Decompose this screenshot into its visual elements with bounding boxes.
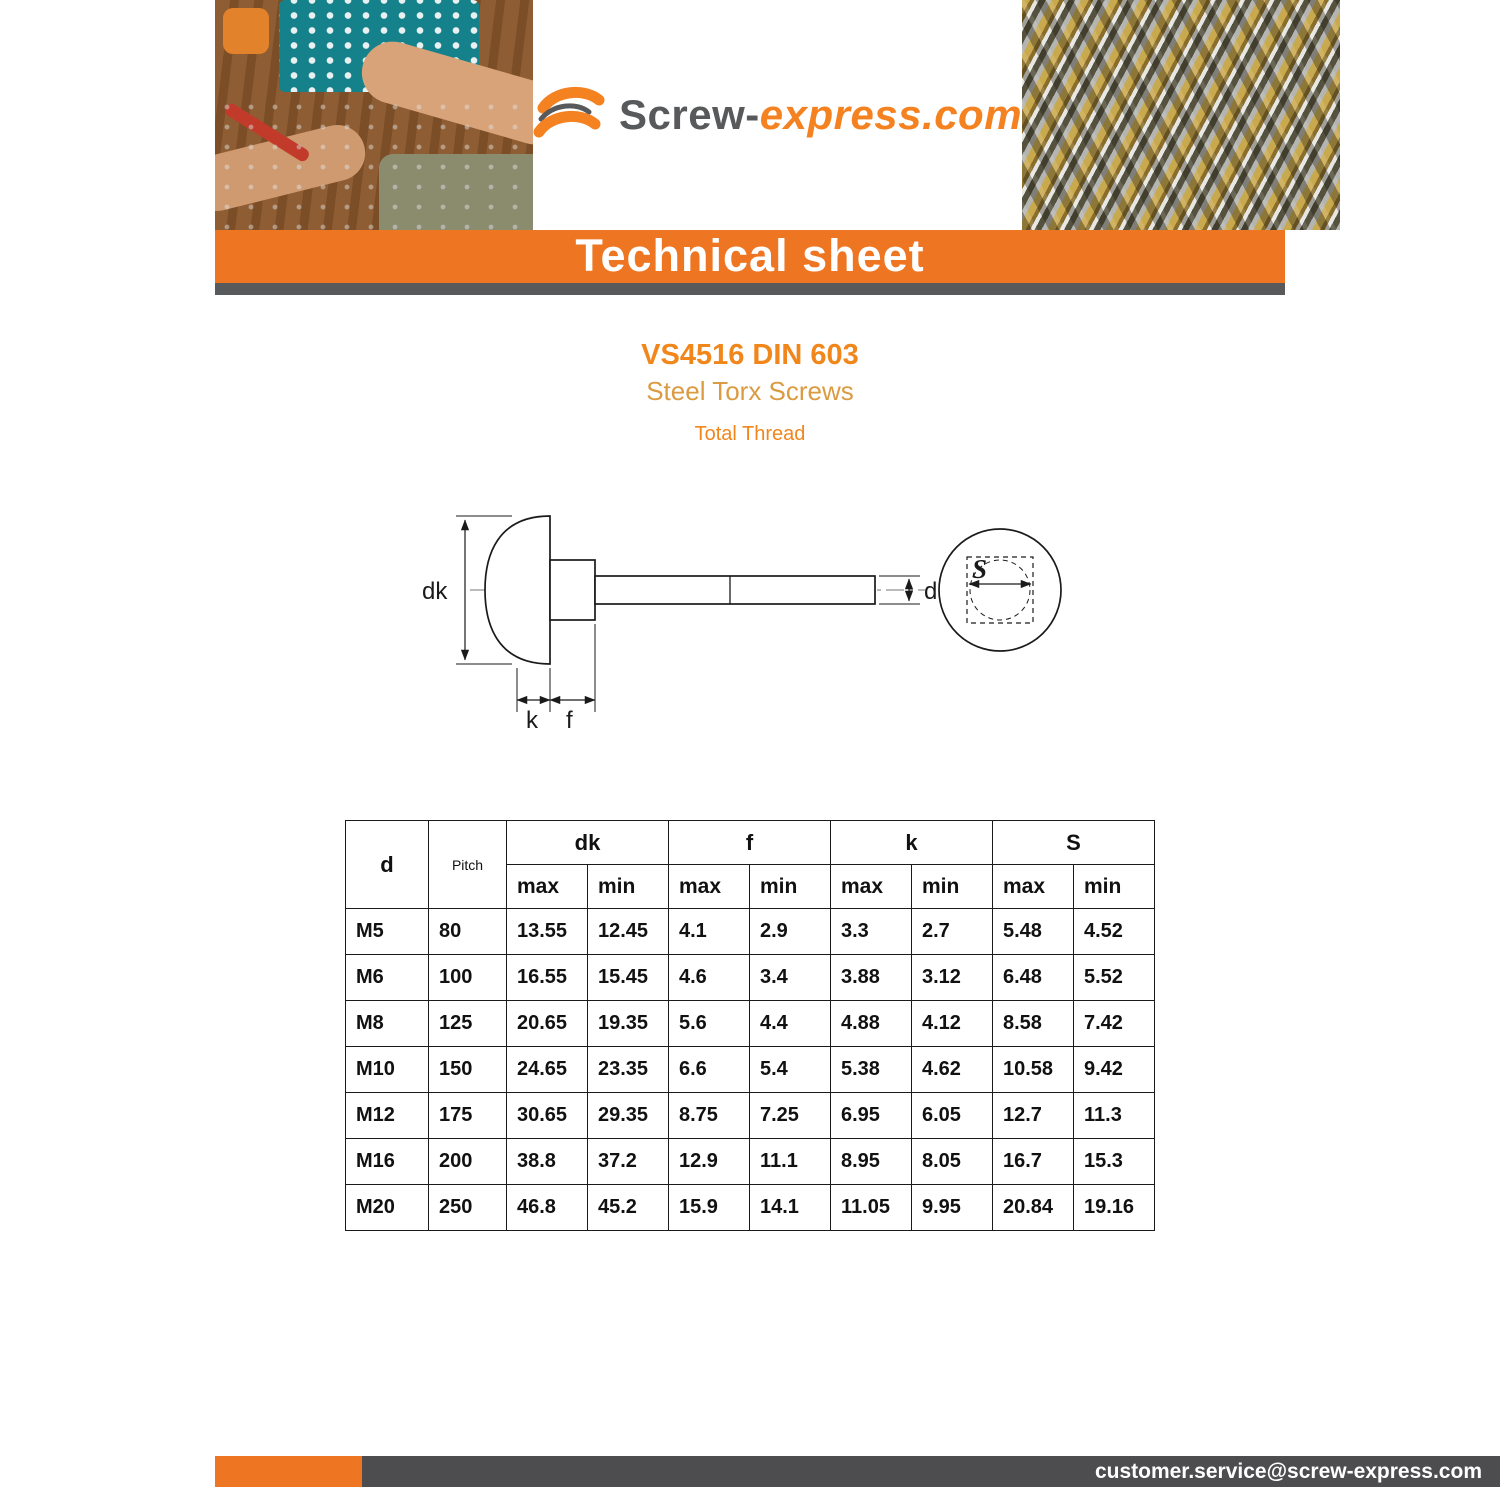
- subheader-s-max: max: [993, 865, 1074, 909]
- spec-cell: 6.05: [912, 1093, 993, 1139]
- product-code: VS4516 DIN 603: [641, 339, 859, 371]
- spec-cell: 7.25: [750, 1093, 831, 1139]
- size-cell: M6: [346, 955, 429, 1001]
- table-row: [346, 1093, 1155, 1139]
- spec-cell: 2.7: [912, 909, 993, 955]
- dim-label-k: k: [526, 707, 538, 730]
- table-row: [346, 1185, 1155, 1231]
- logo-text-secondary: express.com: [759, 91, 1023, 138]
- spec-cell: 250: [429, 1185, 507, 1231]
- table-row: [346, 1047, 1155, 1093]
- spec-cell: 14.1: [750, 1185, 831, 1231]
- spec-cell: 15.45: [588, 955, 669, 1001]
- spec-cell: 20.84: [993, 1185, 1074, 1231]
- dim-label-f: f: [566, 707, 573, 730]
- spec-cell: 13.55: [507, 909, 588, 955]
- subheader-s-min: min: [1074, 865, 1155, 909]
- size-cell: M10: [346, 1047, 429, 1093]
- footer: [215, 1456, 1500, 1487]
- spec-cell: 8.95: [831, 1139, 912, 1185]
- spec-cell: 3.88: [831, 955, 912, 1001]
- col-group-k: k: [831, 821, 993, 865]
- spec-cell: 5.48: [993, 909, 1074, 955]
- col-group-dk: dk: [507, 821, 669, 865]
- screw-pile-texture: [1022, 0, 1340, 230]
- table-row: [346, 1001, 1155, 1047]
- subheader-dk-min: min: [588, 865, 669, 909]
- size-cell: M5: [346, 909, 429, 955]
- page-title: Technical sheet: [575, 230, 925, 281]
- spec-cell: 150: [429, 1047, 507, 1093]
- spec-cell: 3.3: [831, 909, 912, 955]
- tape-measure-shape: [223, 8, 269, 54]
- bolt-top-view: [939, 529, 1061, 651]
- col-header-d: d: [346, 821, 429, 909]
- product-name: Steel Torx Screws: [646, 376, 854, 406]
- spec-cell: 11.3: [1074, 1093, 1155, 1139]
- spec-cell: 8.58: [993, 1001, 1074, 1047]
- spec-cell: 9.95: [912, 1185, 993, 1231]
- spec-cell: 6.6: [669, 1047, 750, 1093]
- spec-cell: 20.65: [507, 1001, 588, 1047]
- spec-cell: 45.2: [588, 1185, 669, 1231]
- spec-cell: 4.6: [669, 955, 750, 1001]
- spec-cell: 200: [429, 1139, 507, 1185]
- spec-cell: 10.58: [993, 1047, 1074, 1093]
- spec-cell: 23.35: [588, 1047, 669, 1093]
- logo-text-primary: Screw-: [619, 91, 760, 138]
- subheader-f-max: max: [669, 865, 750, 909]
- spec-cell: 4.4: [750, 1001, 831, 1047]
- spec-cell: 5.38: [831, 1047, 912, 1093]
- spec-cell: 29.35: [588, 1093, 669, 1139]
- spec-cell: 4.1: [669, 909, 750, 955]
- spec-cell: 8.05: [912, 1139, 993, 1185]
- technical-drawing: [420, 500, 1080, 730]
- col-group-s: S: [993, 821, 1155, 865]
- col-header-pitch: Pitch: [429, 821, 507, 909]
- table-row: [346, 955, 1155, 1001]
- spec-cell: 80: [429, 909, 507, 955]
- spec-cell: 5.52: [1074, 955, 1155, 1001]
- spec-cell: 2.9: [750, 909, 831, 955]
- size-cell: M12: [346, 1093, 429, 1139]
- spec-cell: 4.62: [912, 1047, 993, 1093]
- spec-cell: 4.12: [912, 1001, 993, 1047]
- spec-cell: 6.95: [831, 1093, 912, 1139]
- spec-cell: 125: [429, 1001, 507, 1047]
- spec-cell: 9.42: [1074, 1047, 1155, 1093]
- product-titles: [0, 339, 1500, 446]
- spec-cell: 3.12: [912, 955, 993, 1001]
- spec-cell: 4.52: [1074, 909, 1155, 955]
- subheader-k-min: min: [912, 865, 993, 909]
- subheader-dk-max: max: [507, 865, 588, 909]
- spec-cell: 4.88: [831, 1001, 912, 1047]
- spec-cell: 3.4: [750, 955, 831, 1001]
- spec-cell: 15.9: [669, 1185, 750, 1231]
- spec-cell: 30.65: [507, 1093, 588, 1139]
- spec-table-body: [346, 909, 1155, 1231]
- footer-email: customer.service@screw-express.com: [362, 1456, 1500, 1487]
- spec-cell: 11.1: [750, 1139, 831, 1185]
- spec-cell: 16.55: [507, 955, 588, 1001]
- spec-cell: 12.7: [993, 1093, 1074, 1139]
- header-photo-right: [1022, 0, 1340, 230]
- banner: [215, 230, 1285, 283]
- spec-cell: 16.7: [993, 1139, 1074, 1185]
- dim-label-dk: dk: [422, 578, 448, 605]
- table-header-groups: [346, 821, 1155, 865]
- spec-cell: 37.2: [588, 1139, 669, 1185]
- dim-label-d: d: [924, 578, 938, 605]
- spec-cell: 15.3: [1074, 1139, 1155, 1185]
- logo: [533, 0, 1022, 230]
- thread-note: Total Thread: [694, 423, 806, 445]
- spec-cell: 12.9: [669, 1139, 750, 1185]
- spec-cell: 5.6: [669, 1001, 750, 1047]
- subheader-f-min: min: [750, 865, 831, 909]
- header: [215, 0, 1285, 230]
- col-group-f: f: [669, 821, 831, 865]
- footer-accent-block: [215, 1456, 362, 1487]
- dim-label-s: S: [972, 554, 988, 584]
- header-photo-left: [215, 0, 533, 230]
- spec-cell: 46.8: [507, 1185, 588, 1231]
- banner-underline: [215, 283, 1285, 295]
- spec-cell: 100: [429, 955, 507, 1001]
- spec-cell: 11.05: [831, 1185, 912, 1231]
- spec-cell: 6.48: [993, 955, 1074, 1001]
- subheader-k-max: max: [831, 865, 912, 909]
- spec-cell: 19.16: [1074, 1185, 1155, 1231]
- size-cell: M20: [346, 1185, 429, 1231]
- spec-cell: 38.8: [507, 1139, 588, 1185]
- logo-swoosh-icon: [533, 86, 607, 144]
- loose-screws-texture: [215, 97, 533, 230]
- spec-cell: 7.42: [1074, 1001, 1155, 1047]
- spec-cell: 24.65: [507, 1047, 588, 1093]
- spec-cell: 5.4: [750, 1047, 831, 1093]
- spec-cell: 12.45: [588, 909, 669, 955]
- spec-cell: 175: [429, 1093, 507, 1139]
- spec-cell: 19.35: [588, 1001, 669, 1047]
- dimensions-table: [345, 820, 1155, 1231]
- table-row: [346, 909, 1155, 955]
- size-cell: M16: [346, 1139, 429, 1185]
- bolt-side-view: [456, 516, 925, 712]
- spec-cell: 8.75: [669, 1093, 750, 1139]
- logo-text: [619, 91, 1022, 139]
- table-row: [346, 1139, 1155, 1185]
- size-cell: M8: [346, 1001, 429, 1047]
